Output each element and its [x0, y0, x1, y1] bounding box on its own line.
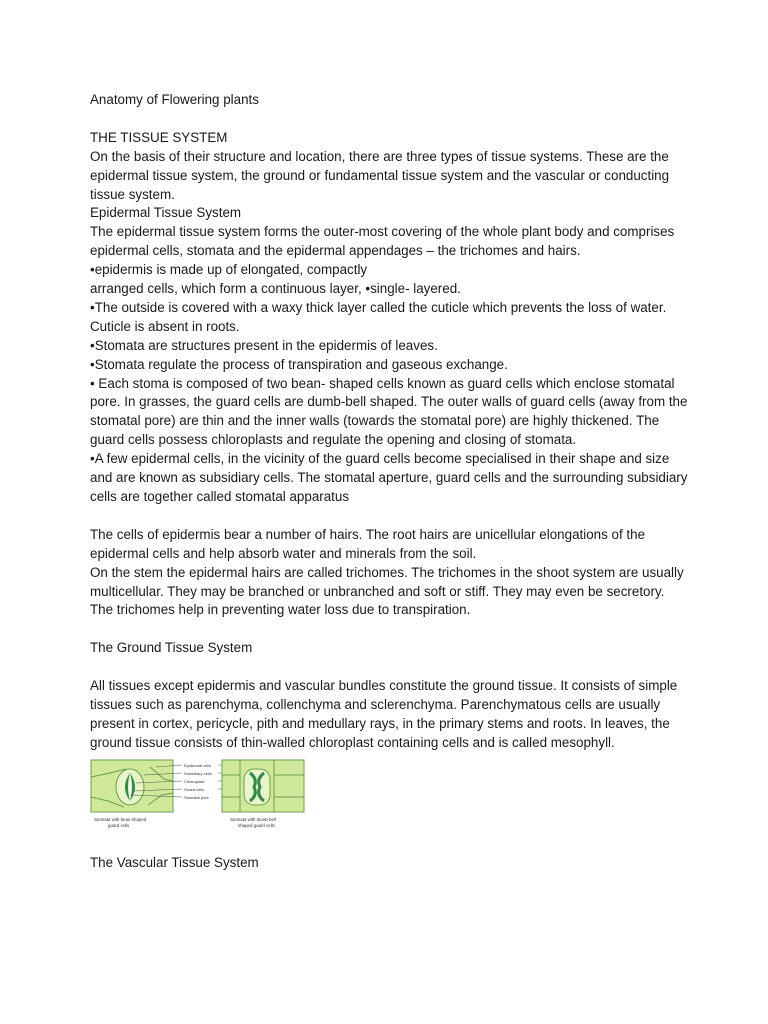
figure-label-0: Epidermal cells [184, 762, 212, 768]
document-body [90, 91, 690, 872]
stomata-figure [90, 759, 306, 835]
tissue-system-heading: THE TISSUE SYSTEM [90, 129, 228, 145]
stomata-diagram [90, 759, 306, 835]
bullet-epidermis-line1: •epidermis is made up of elongated, compactly [90, 262, 368, 278]
caption-left-line1: Stomata with bean-shaped [94, 816, 147, 822]
ground-heading: The Ground Tissue System [90, 640, 253, 656]
vascular-heading: The Vascular Tissue System [90, 854, 259, 870]
figure-label-1: Subsidiary cells [184, 770, 212, 776]
epidermal-paragraph: The epidermal tissue system forms the outer-most covering of the whole plant body and comprises epidermal cells, stomata and the epidermal appendages – the trichomes and hairs. [90, 224, 675, 259]
caption-right-line1: Stomata with dumb-bell [230, 816, 276, 822]
bullet-cuticle: •The outside is covered with a waxy thick layer called the cuticle which prevents the loss of water. Cuticle is absent in roots. [90, 299, 667, 334]
epidermal-heading: Epidermal Tissue System [90, 205, 242, 221]
bullet-subsidiary-cells: •A few epidermal cells, in the vicinity of the guard cells become specialised in their shape and size and are known as subsidiary cells. The stomatal aperture, guard cells and the surrounding subsidiary cells are together called stomatal apparatus [90, 451, 688, 505]
figure-label-4: Stomatal pore [184, 794, 209, 800]
caption-left-line2: guard cells [108, 822, 130, 828]
hairs-paragraph: The cells of epidermis bear a number of hairs. The root hairs are unicellular elongations of the epidermal cells and help absorb water and minerals from the soil. [90, 526, 646, 561]
bullet-stomata-presence: •Stomata are structures present in the epidermis of leaves. [90, 337, 438, 353]
bullet-stomata-regulation: •Stomata regulate the process of transpiration and gaseous exchange. [90, 356, 508, 372]
bullet-guard-cells: • Each stoma is composed of two bean- shaped cells known as guard cells which enclose stomatal pore. In grasses, the guard cells are dumb-bell shaped. The outer walls of guard cells (away from the stomatal pore) are thin and the inner walls (towards the stomatal pore) are highly thickened. The guard cells possess chloroplasts and regulate the opening and closing of stomata. [90, 375, 688, 448]
ground-paragraph: All tissues except epidermis and vascular bundles constitute the ground tissue. It consists of simple tissues such as parenchyma, collenchyma and sclerenchyma. Parenchymatous cells are usually present in cortex, pericycle, pith and medullary rays, in the primary stems and roots. In leaves, the ground tissue consists of thin-walled chloroplast containing cells and is called mesophyll. [90, 678, 678, 750]
figure-label-2: Chloroplast [184, 778, 205, 784]
tissue-system-intro: On the basis of their structure and location, there are three types of tissue systems. These are the epidermal tissue system, the ground or fundamental tissue system and the vascular or conducting tissue system. [90, 148, 670, 202]
caption-right-line2: shaped guard cells [238, 822, 275, 828]
bullet-epidermis-line2: arranged cells, which form a continuous layer, •single- layered. [90, 281, 461, 297]
document-title: Anatomy of Flowering plants [90, 92, 259, 107]
trichomes-paragraph: On the stem the epidermal hairs are called trichomes. The trichomes in the shoot system are usually multicellular. They may be branched or unbranched and soft or stiff. They may even be secretory. The trichomes help in preventing water loss due to transpiration. [90, 564, 684, 618]
figure-label-3: Guard cells [184, 786, 205, 792]
